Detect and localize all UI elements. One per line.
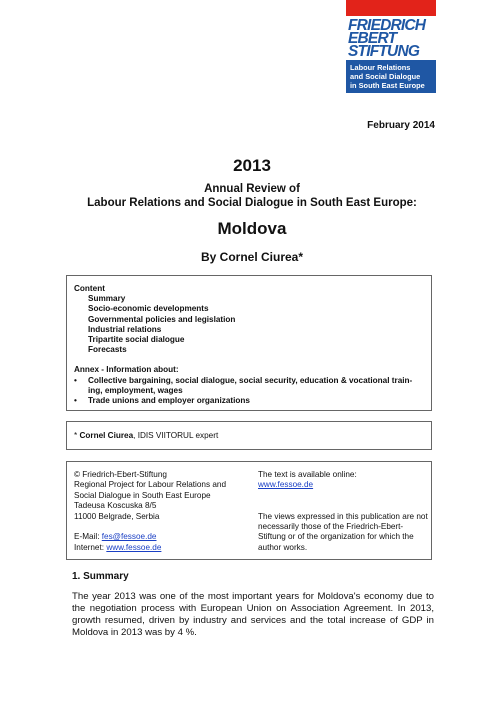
publication-date: February 2014 xyxy=(367,120,435,131)
annex-heading: Annex - Information about: xyxy=(74,365,179,375)
report-subtitle xyxy=(0,182,504,210)
annex-item-text: Trade unions and employer organizations xyxy=(88,396,250,406)
imprint-internet-row xyxy=(74,543,259,553)
imprint-line: © Friedrich-Ebert-Stiftung xyxy=(74,470,167,479)
imprint-email-row xyxy=(74,532,259,542)
logo-name-line: FRIEDRICH xyxy=(348,17,426,34)
contents-box xyxy=(66,275,432,411)
contents-item: Forecasts xyxy=(88,345,127,355)
contents-item: Summary xyxy=(88,294,126,304)
imprint-box xyxy=(66,461,432,560)
contents-item: Governmental policies and legislation xyxy=(88,314,236,324)
report-country: Moldova xyxy=(217,219,287,238)
annex-item xyxy=(74,396,423,406)
contents-item: Socio-economic developments xyxy=(88,304,209,314)
author-note-box xyxy=(66,421,432,450)
note-author-name: Cornel Ciurea xyxy=(79,431,134,440)
email-link[interactable]: fes@fessoe.de xyxy=(101,532,157,542)
logo-tagline-line: and Social Dialogue xyxy=(350,72,421,81)
note-asterisk: * xyxy=(74,431,80,440)
logo-red-band xyxy=(346,0,436,16)
contents-item: Tripartite social dialogue xyxy=(88,335,185,345)
report-author: By Cornel Ciurea* xyxy=(200,250,304,264)
logo-tagline-line: in South East Europe xyxy=(350,81,425,90)
annex-item xyxy=(74,376,423,396)
bullet-icon: • xyxy=(74,396,77,406)
online-label: The text is available online: xyxy=(258,470,357,479)
internet-label: Internet: xyxy=(74,542,107,552)
imprint-online xyxy=(258,470,428,553)
section-paragraph: The year 2013 was one of the most important years for Moldova's economy due to the negotiation process with European Union on Association Agreement. In 2013, growth resumed, driven by industry and services and the total increase of GDP in Moldova in 2013 was by 4 %. xyxy=(72,591,434,638)
subtitle-line: Labour Relations and Social Dialogue in South East Europe: xyxy=(87,197,417,209)
logo-tagline-line: Labour Relations xyxy=(350,63,411,72)
subtitle-line: Annual Review of xyxy=(204,183,300,195)
imprint-line: Regional Project for Labour Relations and xyxy=(74,480,227,490)
contents-item: Industrial relations xyxy=(88,324,162,334)
logo-name-line: EBERT xyxy=(348,30,397,47)
online-link[interactable]: www.fessoe.de xyxy=(258,480,314,490)
fes-logo xyxy=(346,0,436,93)
imprint-line: Tadeusa Koscuska 8/5 xyxy=(74,501,157,511)
note-affiliation: , IDIS VIITORUL expert xyxy=(133,431,219,440)
logo-tagline xyxy=(346,60,436,93)
contents-heading: Content xyxy=(74,284,105,293)
logo-wordmark xyxy=(346,16,436,58)
annex-item-text: Collective bargaining, social dialogue, social security, education & vocational train-ing, employment, wages xyxy=(88,375,413,395)
imprint-address xyxy=(74,470,259,553)
internet-link[interactable]: www.fessoe.de xyxy=(106,542,162,552)
imprint-line: Social Dialogue in South East Europe xyxy=(74,490,211,500)
imprint-line: 11000 Belgrade, Serbia xyxy=(74,511,160,521)
email-label: E-Mail: xyxy=(74,532,102,542)
bullet-icon: • xyxy=(74,375,77,385)
report-year: 2013 xyxy=(233,156,271,175)
disclaimer-text: The views expressed in this publication are not necessarily those of the Friedrich-Ebert-Stiftung or of the organization for which the author works. xyxy=(258,511,428,552)
logo-name-line: STIFTUNG xyxy=(348,43,420,60)
section-heading: 1. Summary xyxy=(72,571,129,582)
